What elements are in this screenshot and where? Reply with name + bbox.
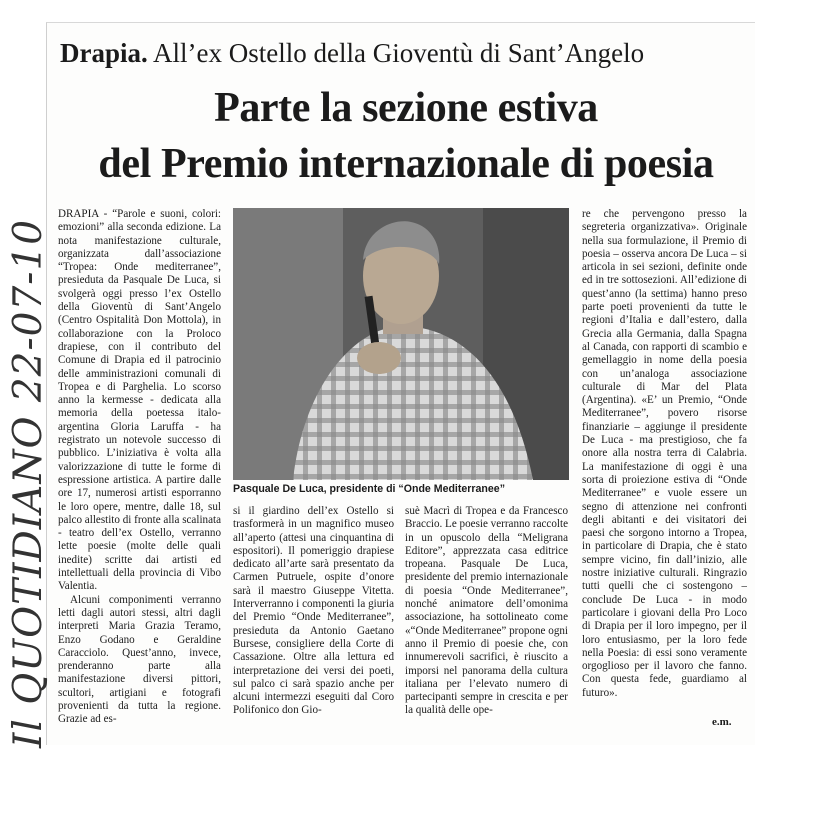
article-kicker bbox=[60, 36, 750, 70]
article-column-1 bbox=[58, 208, 221, 736]
paragraph: re che pervengono presso la segreteria organizzativa». Originale nella sua formulazione, il Premio di poesia – osserva ancora De Luca – si articola in sei sezioni, definite onde ed in tre sottosezioni. All’edizione di quest’anno (la settima) hanno preso parte poeti provenienti da tutte le regioni d’Italia e dall’estero, dalla Grecia alla Germania, dalla Spagna al Canada, con rapporti di scambio e gemellaggio in nome della poesia con un’analoga associazione culturale di Mar del Plata (Argentina). «E’ un Premio, “Onde Mediterranee”, povero risorse finanziarie – aggiunge il presidente De Luca - ma prestigioso, che fa onore alla nostra terra di Calabria. La manifestazione di oggi è una sorta di proiezione estiva di “Onde Mediterranee” e vuole essere un segno di attenzione nei confronti degli abitanti e dei visitatori dei paesi che sorgono intorno a Tropea, in particolare di Drapia, che è stato sempre vicino, fin dall’inizio, alle nostre iniziative culturali. Ringrazio tutti quelli che ci sostengono – conclude De Luca - in modo particolare i giovani della Pro Loco di Drapia per il loro impegno, per il loro entusiasmo, per la loro fede nella Poesia: di essi sono veramente orgoglioso per il lavoro che fanno. Con questa fede, guardiamo al futuro». bbox=[582, 208, 747, 699]
article-column-3 bbox=[405, 505, 568, 736]
kicker-text: All’ex Ostello della Gioventù di Sant’Angelo bbox=[147, 38, 645, 68]
paragraph: suè Macrì di Tropea e da Francesco Braccio. Le poesie verranno raccolte in un opuscolo della “Meligrana Editore”, apprezzata casa editrice tropeana. Pasquale De Luca, presidente del premio internazionale di poesia “Onde Mediterranee”, nonché animatore dell’omonima associazione, ha sottolineato come «“Onde Mediterranee” propone ogni anno il Premio di poesie che, con innumerevoli sacrifici, è riuscito a imporsi nel panorama della cultura italiana per l’elevato numero di partecipanti sempre in crescita e per la qualità delle ope- bbox=[405, 505, 568, 717]
paragraph: si il giardino dell’ex Ostello si trasformerà in un magnifico museo all’aperto (attesi una cinquantina di espositori). Il pomeriggio drapiese dedicato all’arte sarà presentato da Carmen Putruele, ospite d’onore sarà il maestro Giuseppe Vitetta. Interverranno i componenti la giuria del Premio “Onde Mediterranee”, presieduta da Antonio Gaetano Bursese, consigliere della Corte di Cassazione. Oltre alla lettura ed interpretazione dei versi dei poeti, sul palco ci sarà spazio anche per alcuni intermezzi eseguiti dal Coro Polifonico don Gio- bbox=[233, 505, 394, 717]
article-column-4 bbox=[582, 208, 747, 736]
headline-line-1: Parte la sezione estiva bbox=[214, 85, 598, 131]
author-signature: e.m. bbox=[712, 716, 732, 728]
handwritten-note: Il QUOTIDIANO 22-07-10 bbox=[6, 218, 51, 748]
article-column-2 bbox=[233, 505, 394, 736]
photo-caption: Pasquale De Luca, presidente di “Onde Mediterranee” bbox=[233, 483, 505, 495]
photo-portrait-icon bbox=[233, 208, 569, 480]
photo-portrait bbox=[233, 208, 569, 480]
paragraph: Alcuni componimenti verranno letti dagli autori stessi, altri dagli interpreti Maria Grazia Teramo, Enzo Godano e Geraldine Caracciolo. Quest’anno, invece, prenderanno parte alla manifestazione diversi pittori, scultori, artigiani e fotografi provenienti da tutta la regione. Grazie ad es- bbox=[58, 593, 221, 726]
headline-line-2: del Premio internazionale di poesia bbox=[98, 141, 714, 187]
paragraph: DRAPIA - “Parole e suoni, colori: emozioni” alla seconda edizione. La nota manifestazione culturale, organizzata dall’associazione “Tropea: Onde mediterranee”, presieduta da Pasquale De Luca, si svolgerà oggi presso l’ex Ostello della Gioventù di Sant’Angelo (Centro Ospitalità Don Mottola), in collaborazione con la Proloco drapiese, con il contributo del Comune di Drapia ed il patrocinio delle amministrazioni comunali di Tropea e di Parghelia. Lo scorso anno la kermesse - dedicata alla memoria della poetessa italo-argentina Gloria Laruffa - ha registrato un notevole successo di pubblico. L’iniziativa è volta alla valorizzazione di tutte le forme di espressione artistica. A partire dalle ore 17, numerosi artisti esporranno le loro opere, mentre, dalle 18, sul palco allestito di fronte alla scalinata - teatro dell’ex Ostello, verranno lette poesie (molte delle quali inedite) scritte dai artisti ed intellettuali della provincia di Vibo Valentia. bbox=[58, 208, 221, 593]
kicker-place: Drapia. bbox=[60, 38, 148, 68]
